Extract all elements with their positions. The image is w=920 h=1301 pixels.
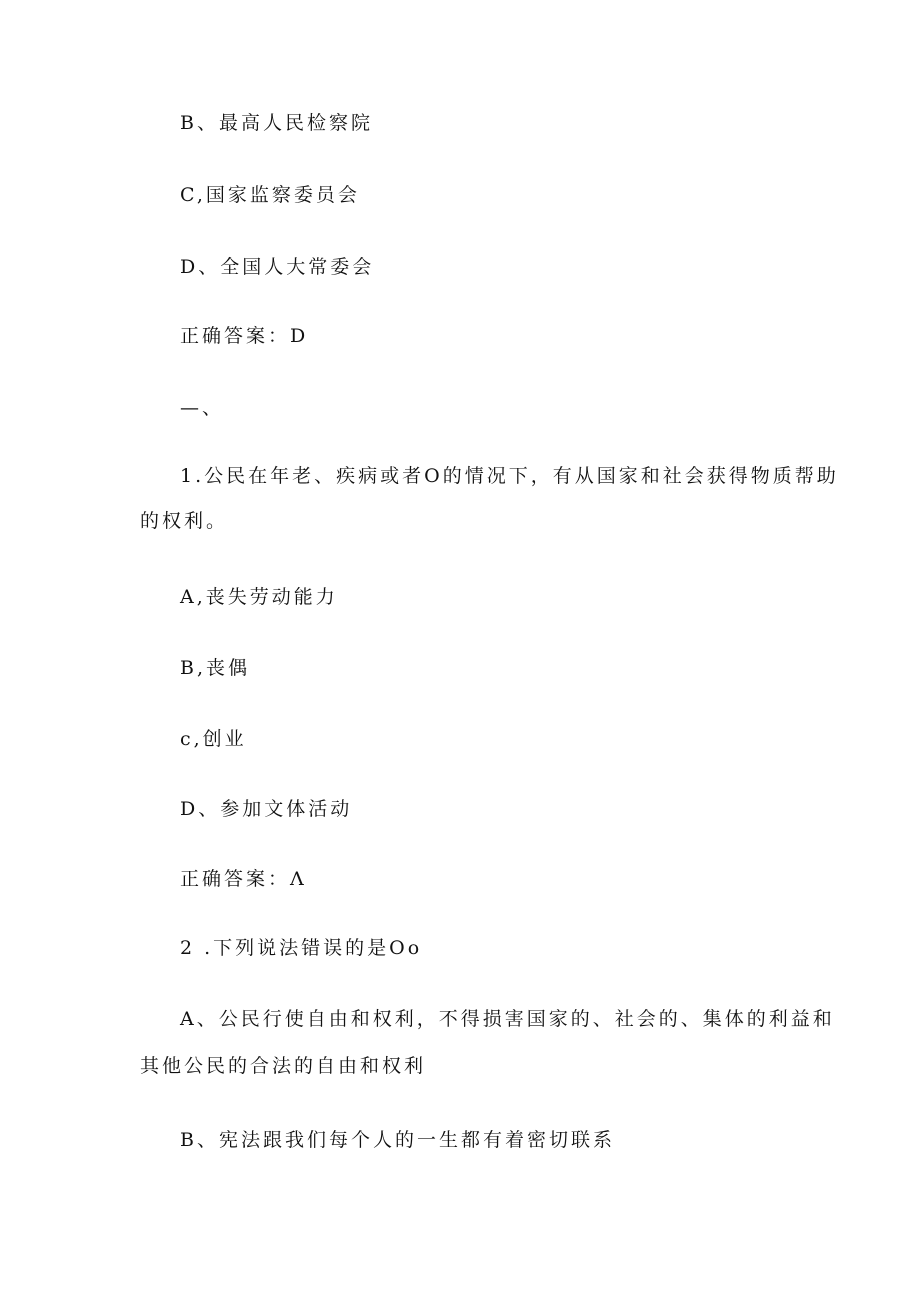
question-2-text: 2 .下列说法错误的是Oo <box>180 937 423 959</box>
question-1-text-continued: 的权利。 <box>140 510 229 532</box>
question-1-option-a: A,丧失劳动能力 <box>180 586 338 608</box>
question-2-option-b: B、宪法跟我们每个人的一生都有着密切联系 <box>180 1129 615 1151</box>
question-2-option-a: A、公民行使自由和权利，不得损害国家的、社会的、集体的利益和 <box>180 1008 835 1030</box>
option-d-npc-standing-committee: D、全国人大常委会 <box>180 256 375 278</box>
question-1-option-c: c,创业 <box>180 728 247 750</box>
answer-line-2: 正确答案：Λ <box>180 868 307 890</box>
question-1-option-b: B,丧偶 <box>180 657 251 679</box>
option-b-supreme-procuratorate: B、最高人民检察院 <box>180 112 373 134</box>
answer-line-1: 正确答案：D <box>180 325 309 347</box>
option-c-supervision-commission: C,国家监察委员会 <box>180 184 360 206</box>
question-1-option-d: D、参加文体活动 <box>180 798 353 820</box>
question-2-option-a-continued: 其他公民的合法的自由和权利 <box>140 1055 427 1077</box>
section-heading: —、 <box>180 397 225 419</box>
question-1-text: 1.公民在年老、疾病或者O的情况下，有从国家和社会获得物质帮助 <box>180 465 839 487</box>
